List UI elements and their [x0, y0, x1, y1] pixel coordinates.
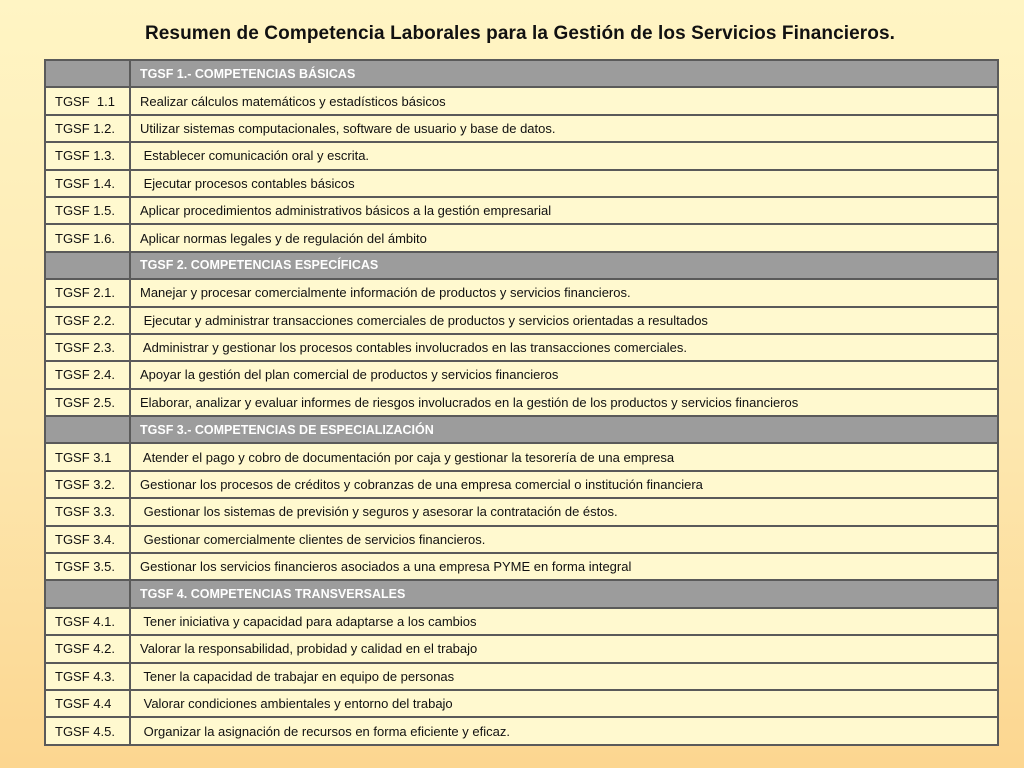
- competency-description: Realizar cálculos matemáticos y estadísticos básicos: [130, 87, 998, 114]
- competency-description: Aplicar normas legales y de regulación del ámbito: [130, 224, 998, 251]
- competency-code: TGSF 1.4.: [45, 170, 130, 197]
- competency-description: Manejar y procesar comercialmente información de productos y servicios financieros.: [130, 279, 998, 306]
- competency-code: TGSF 1.6.: [45, 224, 130, 251]
- table-row: [45, 197, 998, 224]
- competency-code: TGSF 3.1: [45, 443, 130, 470]
- competencies-table-body: [45, 60, 998, 745]
- table-row: [45, 443, 998, 470]
- competency-description: Gestionar los sistemas de previsión y seguros y asesorar la contratación de éstos.: [130, 498, 998, 525]
- competency-description: Aplicar procedimientos administrativos básicos a la gestión empresarial: [130, 197, 998, 224]
- table-row: [45, 471, 998, 498]
- section-header-row: [45, 580, 998, 607]
- competency-description: Tener la capacidad de trabajar en equipo de personas: [130, 663, 998, 690]
- section-header-row: [45, 416, 998, 443]
- table-row: [45, 279, 998, 306]
- competency-description: Ejecutar procesos contables básicos: [130, 170, 998, 197]
- section-header-title: TGSF 1.- COMPETENCIAS BÁSICAS: [130, 60, 998, 87]
- competency-code: TGSF 4.5.: [45, 717, 130, 744]
- section-header-code-cell: [45, 580, 130, 607]
- competency-code: TGSF 3.4.: [45, 526, 130, 553]
- table-row: [45, 115, 998, 142]
- competency-description: Apoyar la gestión del plan comercial de productos y servicios financieros: [130, 361, 998, 388]
- competency-code: TGSF 2.2.: [45, 307, 130, 334]
- competency-code: TGSF 1.5.: [45, 197, 130, 224]
- table-row: [45, 635, 998, 662]
- table-row: [45, 717, 998, 744]
- section-header-title: TGSF 2. COMPETENCIAS ESPECÍFICAS: [130, 252, 998, 279]
- table-row: [45, 142, 998, 169]
- table-row: [45, 526, 998, 553]
- page-title: Resumen de Competencia Laborales para la Gestión de los Servicios Financieros.: [144, 23, 896, 44]
- competency-code: TGSF 3.2.: [45, 471, 130, 498]
- table-row: [45, 224, 998, 251]
- competency-description: Organizar la asignación de recursos en forma eficiente y eficaz.: [130, 717, 998, 744]
- table-row: [45, 361, 998, 388]
- competency-description: Tener iniciativa y capacidad para adaptarse a los cambios: [130, 608, 998, 635]
- competency-description: Gestionar los servicios financieros asociados a una empresa PYME en forma integral: [130, 553, 998, 580]
- competency-code: TGSF 4.2.: [45, 635, 130, 662]
- competency-description: Gestionar los procesos de créditos y cobranzas de una empresa comercial o institución financiera: [130, 471, 998, 498]
- table-row: [45, 690, 998, 717]
- table-row: [45, 389, 998, 416]
- competency-description: Ejecutar y administrar transacciones comerciales de productos y servicios orientadas a resultados: [130, 307, 998, 334]
- table-row: [45, 334, 998, 361]
- competency-code: TGSF 1.3.: [45, 142, 130, 169]
- table-row: [45, 498, 998, 525]
- competency-code: TGSF 1.1: [45, 87, 130, 114]
- competency-code: TGSF 2.4.: [45, 361, 130, 388]
- competencies-table: [44, 59, 999, 746]
- competency-description: Establecer comunicación oral y escrita.: [130, 142, 998, 169]
- section-header-title: TGSF 3.- COMPETENCIAS DE ESPECIALIZACIÓN: [130, 416, 998, 443]
- competency-code: TGSF 4.4: [45, 690, 130, 717]
- competency-code: TGSF 4.1.: [45, 608, 130, 635]
- table-row: [45, 87, 998, 114]
- section-header-row: [45, 252, 998, 279]
- section-header-code-cell: [45, 252, 130, 279]
- table-row: [45, 663, 998, 690]
- section-header-code-cell: [45, 416, 130, 443]
- competency-code: TGSF 2.1.: [45, 279, 130, 306]
- section-header-title: TGSF 4. COMPETENCIAS TRANSVERSALES: [130, 580, 998, 607]
- competency-description: Administrar y gestionar los procesos contables involucrados en las transacciones comerciales.: [130, 334, 998, 361]
- table-row: [45, 553, 998, 580]
- competency-description: Elaborar, analizar y evaluar informes de riesgos involucrados en la gestión de los productos y servicios financieros: [130, 389, 998, 416]
- section-header-row: [45, 60, 998, 87]
- section-header-code-cell: [45, 60, 130, 87]
- table-row: [45, 170, 998, 197]
- competency-code: TGSF 2.5.: [45, 389, 130, 416]
- competency-code: TGSF 4.3.: [45, 663, 130, 690]
- table-row: [45, 307, 998, 334]
- competency-description: Valorar la responsabilidad, probidad y calidad en el trabajo: [130, 635, 998, 662]
- table-row: [45, 608, 998, 635]
- competency-code: TGSF 1.2.: [45, 115, 130, 142]
- competency-code: TGSF 3.5.: [45, 553, 130, 580]
- competency-description: Utilizar sistemas computacionales, software de usuario y base de datos.: [130, 115, 998, 142]
- competency-code: TGSF 3.3.: [45, 498, 130, 525]
- competency-description: Valorar condiciones ambientales y entorno del trabajo: [130, 690, 998, 717]
- competency-code: TGSF 2.3.: [45, 334, 130, 361]
- competency-description: Gestionar comercialmente clientes de servicios financieros.: [130, 526, 998, 553]
- competency-description: Atender el pago y cobro de documentación por caja y gestionar la tesorería de una empresa: [130, 443, 998, 470]
